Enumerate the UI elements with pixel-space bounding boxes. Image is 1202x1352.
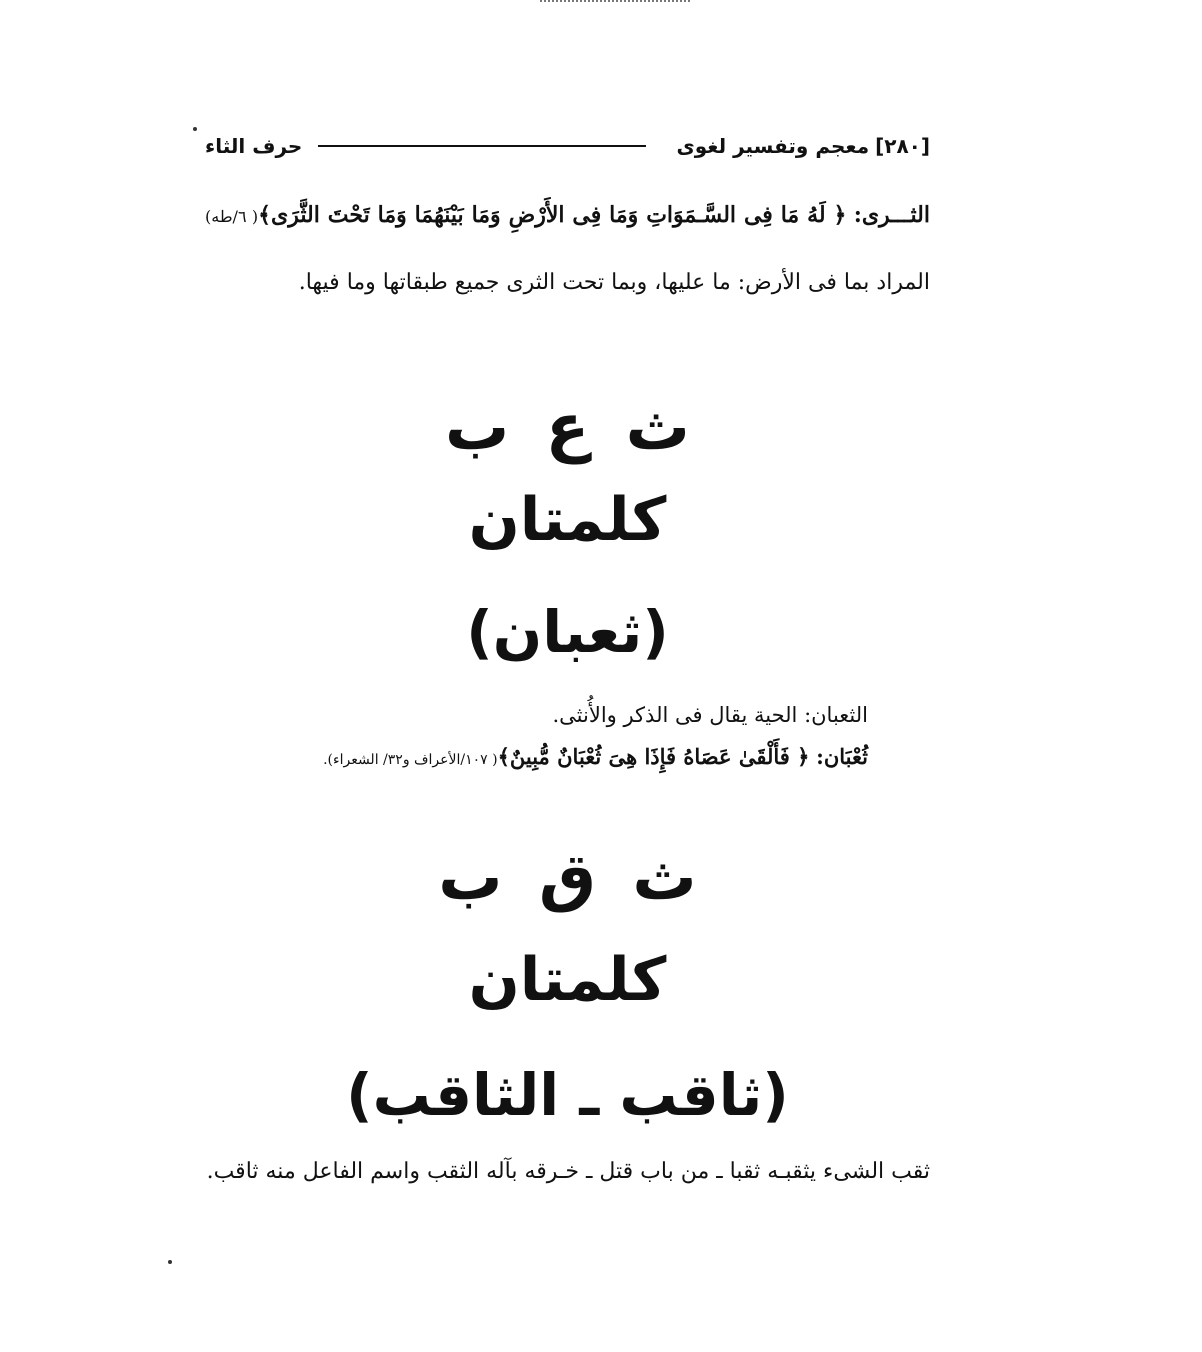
entry-term: ثُعْبَان: [816,744,868,769]
page-number: [٢٨٠] [875,134,930,158]
entry-term: الثـــرى: [853,202,930,228]
entry-thuban [150,739,868,778]
quran-verse: ﴿ لَهُ مَا فِى السَّـمَوَاتِ وَمَا فِى الأَرْضِ وَمَا بَيْنَهُمَا وَمَا تَحْتَ الثَّرَى﴾ [258,202,847,228]
book-title: معجم وتفسير لغوى [676,134,870,158]
entry-thara [205,182,930,316]
root-heading: ث ق ب [438,841,697,915]
entry-explanation: المراد بما فى الأرض: ما عليها، وبما تحت الثرى جميع طبقاتها وما فيها. [298,270,930,295]
entry-thaqab: ثقب الشىء يثقبـه ثقبا ـ من باب قتل ـ خـرقه بآله الثقب واسم الفاعل منه ثاقب. [206,1159,930,1184]
running-header [205,128,930,164]
entry-definition: الثعبان: الحية يقال فى الذكر والأُنثى. [552,703,868,727]
words-heading: (ثعبان) [466,598,669,666]
ink-dot [193,127,197,131]
root-heading: ث ع ب [445,391,690,465]
header-rule [318,145,646,147]
verse-reference: ( ١٠٧/الأعراف و٣٢/ الشعراء). [323,752,498,768]
quran-verse: ﴿ فَأَلْقَىٰ عَصَاهُ فَإِذَا هِىَ ثُعْبَانٌ مُّبِينٌ﴾ [497,744,810,769]
verse-reference: ( ٦/طه) [205,207,259,226]
word-count-heading: كلمتان [468,945,667,1015]
ink-dot [168,1260,172,1264]
words-heading: (ثاقب ـ الثاقب) [346,1061,789,1129]
section-title: حرف الثاء [205,134,303,158]
page-top-marks [540,0,690,6]
word-count-heading: كلمتان [468,485,667,555]
